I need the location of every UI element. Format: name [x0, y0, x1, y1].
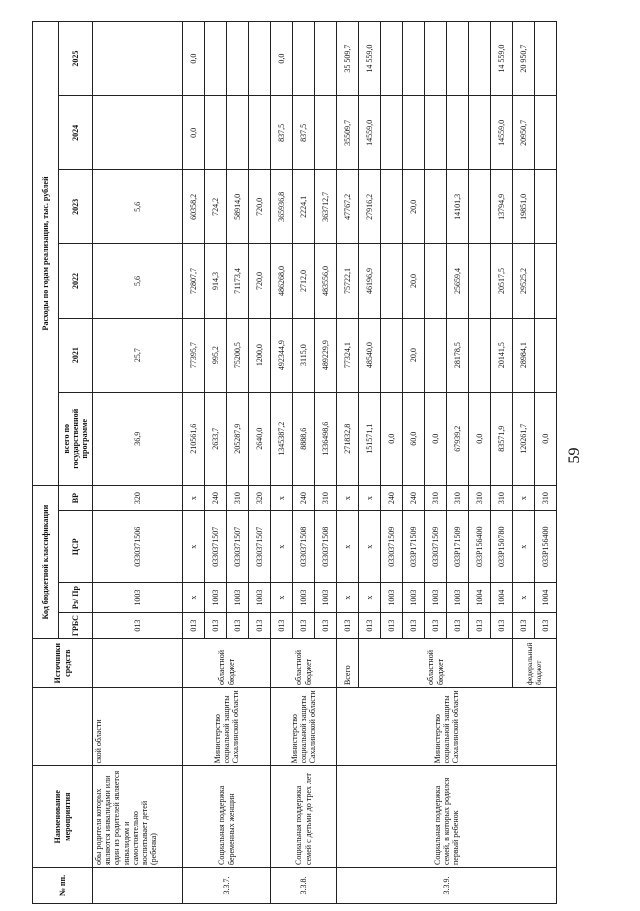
cell-2022 — [425, 244, 447, 318]
cell-2021: 489229,9 — [315, 318, 337, 392]
cell-csr: 033P156400 — [469, 511, 491, 583]
cell-2025 — [93, 22, 183, 96]
cell-num — [93, 868, 183, 904]
cell-csr: 033P150780 — [491, 511, 513, 583]
cell-2022: 914,3 — [205, 244, 227, 318]
cell-csr: 033P156400 — [535, 511, 557, 583]
cell-csr: 0330371509 — [381, 511, 403, 583]
cell-2024: 837,5 — [293, 96, 315, 170]
cell-grbs: 013 — [447, 612, 469, 638]
cell-vr: х — [183, 485, 205, 510]
cell-source: областной бюджет — [271, 639, 337, 688]
cell-name: Социальная поддержка семей, в которых родился первый ребенок — [337, 766, 557, 868]
cell-rzpr: 1003 — [293, 583, 315, 613]
cell-2023: 58914,0 — [227, 170, 249, 244]
cell-2025 — [403, 22, 425, 96]
cell-2025: 20 950,7 — [513, 22, 535, 96]
cell-csr: 033P171509 — [447, 511, 469, 583]
cell-2021: 77395,7 — [183, 318, 205, 392]
cell-vr: 240 — [293, 485, 315, 510]
cell-rzpr: х — [513, 583, 535, 613]
cell-grbs: 013 — [249, 612, 271, 638]
cell-csr: 0330371508 — [293, 511, 315, 583]
cell-2023: 365936,8 — [271, 170, 293, 244]
cell-2022: 486268,0 — [271, 244, 293, 318]
cell-total: 271832,8 — [337, 392, 359, 485]
cell-2021: 28984,1 — [513, 318, 535, 392]
cell-grbs: 013 — [271, 612, 293, 638]
cell-2023: 60358,2 — [183, 170, 205, 244]
cell-2022: 20517,5 — [491, 244, 513, 318]
cell-vr: 310 — [469, 485, 491, 510]
cell-rzpr: 1003 — [447, 583, 469, 613]
cell-total: 151571,1 — [359, 392, 381, 485]
cell-2022: 2712,0 — [293, 244, 315, 318]
table-row — [183, 22, 205, 904]
cell-2024 — [535, 96, 557, 170]
cell-2023 — [535, 170, 557, 244]
cell-total: 210561,6 — [183, 392, 205, 485]
header-name: Наименование мероприятия — [33, 766, 93, 868]
cell-2022: 71173,4 — [227, 244, 249, 318]
cell-rzpr: 1003 — [315, 583, 337, 613]
cell-total: 60,0 — [403, 392, 425, 485]
header-2021: 2021 — [59, 318, 93, 392]
cell-total: 1345387,2 — [271, 392, 293, 485]
cell-2024 — [227, 96, 249, 170]
cell-csr: х — [183, 511, 205, 583]
cell-csr: х — [359, 511, 381, 583]
cell-grbs: 013 — [535, 612, 557, 638]
cell-2023: 720,0 — [249, 170, 271, 244]
header-2023: 2023 — [59, 170, 93, 244]
cell-grbs: 013 — [227, 612, 249, 638]
cell-csr: х — [337, 511, 359, 583]
cell-grbs: 013 — [381, 612, 403, 638]
cell-2022 — [469, 244, 491, 318]
cell-executor: Министерство социальной защиты Сахалинской области — [271, 688, 337, 766]
cell-vr: 310 — [447, 485, 469, 510]
cell-csr: 0330371509 — [425, 511, 447, 583]
cell-csr: х — [271, 511, 293, 583]
cell-2025 — [227, 22, 249, 96]
cell-2023: 47767,2 — [337, 170, 359, 244]
cell-source — [93, 639, 183, 688]
cell-2025: 14 559,0 — [491, 22, 513, 96]
header-kbk-group: Код бюджетной классификации — [33, 485, 59, 639]
header-grbs: ГРБС — [59, 612, 93, 638]
cell-grbs: 013 — [491, 612, 513, 638]
cell-total: 36,9 — [93, 392, 183, 485]
header-2024: 2024 — [59, 96, 93, 170]
cell-rzpr: 1003 — [381, 583, 403, 613]
header-executor — [33, 688, 93, 766]
cell-2023 — [469, 170, 491, 244]
table-row — [271, 22, 293, 904]
cell-2024: 837,5 — [271, 96, 293, 170]
cell-num: 3.3.8. — [271, 868, 337, 904]
header-2025: 2025 — [59, 22, 93, 96]
cell-2021: 28178,5 — [447, 318, 469, 392]
cell-2024 — [381, 96, 403, 170]
cell-csr: 0330371508 — [315, 511, 337, 583]
cell-2021: 75200,5 — [227, 318, 249, 392]
cell-2021 — [469, 318, 491, 392]
cell-grbs: 013 — [315, 612, 337, 638]
cell-grbs: 013 — [93, 612, 183, 638]
cell-2025 — [425, 22, 447, 96]
cell-total: 83571,9 — [491, 392, 513, 485]
cell-grbs: 013 — [469, 612, 491, 638]
header-2022: 2022 — [59, 244, 93, 318]
cell-rzpr: 1004 — [469, 583, 491, 613]
cell-2021: 77324,1 — [337, 318, 359, 392]
cell-source: областной бюджет — [359, 639, 513, 688]
header-vr: ВР — [59, 485, 93, 510]
cell-2025 — [205, 22, 227, 96]
cell-2024: 14559,0 — [359, 96, 381, 170]
cell-rzpr: х — [271, 583, 293, 613]
cell-2023: 14101,3 — [447, 170, 469, 244]
cell-2024: 0,0 — [183, 96, 205, 170]
cell-total: 120261,7 — [513, 392, 535, 485]
cell-2021 — [425, 318, 447, 392]
cell-2023: 13794,9 — [491, 170, 513, 244]
cell-2025: 35 509,7 — [337, 22, 359, 96]
cell-num: 3.3.9. — [337, 868, 557, 904]
cell-name: обы родителя которых являются инвалидами или один из родителей является инвалидом и самостоятельно воспитывает детей (ребенка) — [93, 766, 183, 868]
header-rzpr: Рз/ Пр — [59, 583, 93, 613]
cell-2022 — [381, 244, 403, 318]
cell-csr: 0330371507 — [227, 511, 249, 583]
cell-grbs: 013 — [205, 612, 227, 638]
cell-2022: 5,6 — [93, 244, 183, 318]
cell-2025: 0,0 — [271, 22, 293, 96]
cell-total: 0,0 — [469, 392, 491, 485]
cell-2024 — [205, 96, 227, 170]
cell-2021: 1200,0 — [249, 318, 271, 392]
cell-vr: 240 — [403, 485, 425, 510]
cell-2023 — [425, 170, 447, 244]
cell-2024 — [469, 96, 491, 170]
header-source: Источники средств — [33, 639, 93, 688]
cell-2022: 25659,4 — [447, 244, 469, 318]
cell-2023: 19851,0 — [513, 170, 535, 244]
cell-2025 — [315, 22, 337, 96]
cell-2022: 46196,9 — [359, 244, 381, 318]
cell-source-all: Всего — [337, 639, 359, 688]
cell-2025: 0,0 — [183, 22, 205, 96]
cell-csr: 0330371506 — [93, 511, 183, 583]
cell-2022: 720,0 — [249, 244, 271, 318]
cell-grbs: 013 — [359, 612, 381, 638]
cell-2023: 27916,2 — [359, 170, 381, 244]
cell-vr: 310 — [491, 485, 513, 510]
cell-total: 2633,7 — [205, 392, 227, 485]
cell-2025 — [447, 22, 469, 96]
cell-vr: 320 — [93, 485, 183, 510]
cell-2025 — [249, 22, 271, 96]
cell-2023: 20,0 — [403, 170, 425, 244]
cell-csr: х — [513, 511, 535, 583]
cell-vr: 240 — [205, 485, 227, 510]
cell-2025 — [469, 22, 491, 96]
cell-total: 0,0 — [381, 392, 403, 485]
cell-total: 67939,2 — [447, 392, 469, 485]
header-total: всего по государственной программе — [59, 392, 93, 485]
cell-2025 — [535, 22, 557, 96]
cell-grbs: 013 — [513, 612, 535, 638]
cell-rzpr: 1003 — [93, 583, 183, 613]
cell-2021: 20,0 — [403, 318, 425, 392]
cell-vr: 240 — [381, 485, 403, 510]
budget-table — [32, 21, 557, 904]
table-row — [93, 22, 183, 904]
cell-vr: 320 — [249, 485, 271, 510]
header-csr: ЦСР — [59, 511, 93, 583]
cell-2023 — [381, 170, 403, 244]
cell-2024 — [425, 96, 447, 170]
cell-2021 — [381, 318, 403, 392]
cell-2023: 363712,7 — [315, 170, 337, 244]
cell-vr: х — [271, 485, 293, 510]
cell-total: 2640,0 — [249, 392, 271, 485]
cell-rzpr: 1003 — [425, 583, 447, 613]
cell-vr: 310 — [315, 485, 337, 510]
header-expenses-group: Расходы по годам реализации, тыс. рублей — [33, 22, 59, 486]
cell-grbs: 013 — [183, 612, 205, 638]
cell-2024 — [447, 96, 469, 170]
header-num: № пп. — [33, 868, 93, 904]
cell-vr: х — [513, 485, 535, 510]
cell-vr: х — [359, 485, 381, 510]
cell-2024 — [315, 96, 337, 170]
cell-2025 — [381, 22, 403, 96]
cell-2025 — [293, 22, 315, 96]
cell-2021: 995,2 — [205, 318, 227, 392]
cell-2022: 20,0 — [403, 244, 425, 318]
cell-2022: 72807,7 — [183, 244, 205, 318]
cell-rzpr: х — [183, 583, 205, 613]
cell-rzpr: х — [359, 583, 381, 613]
cell-total: 8888,6 — [293, 392, 315, 485]
cell-2021 — [535, 318, 557, 392]
cell-2022: 483556,0 — [315, 244, 337, 318]
cell-vr: 310 — [425, 485, 447, 510]
cell-2021: 25,7 — [93, 318, 183, 392]
cell-vr: х — [337, 485, 359, 510]
cell-num: 3.3.7. — [183, 868, 271, 904]
cell-2024 — [93, 96, 183, 170]
cell-rzpr: 1003 — [227, 583, 249, 613]
table-row — [337, 22, 359, 904]
cell-2025: 14 559,0 — [359, 22, 381, 96]
cell-2023: 2224,1 — [293, 170, 315, 244]
cell-csr: 0330371507 — [249, 511, 271, 583]
page-number: 59 — [566, 447, 583, 464]
cell-rzpr: 1004 — [491, 583, 513, 613]
cell-2022: 75722,1 — [337, 244, 359, 318]
cell-total: 1336498,6 — [315, 392, 337, 485]
cell-rzpr: 1004 — [535, 583, 557, 613]
cell-2021: 20141,5 — [491, 318, 513, 392]
cell-2024: 14559,0 — [491, 96, 513, 170]
cell-2024 — [403, 96, 425, 170]
cell-executor: Министерство социальной защиты Сахалинской области — [183, 688, 271, 766]
cell-grbs: 013 — [403, 612, 425, 638]
cell-grbs: 013 — [293, 612, 315, 638]
cell-2023: 5,6 — [93, 170, 183, 244]
cell-grbs: 013 — [425, 612, 447, 638]
cell-source: областной бюджет — [183, 639, 271, 688]
cell-name: Социальная поддержка семей с детьми до трех лет — [271, 766, 337, 868]
cell-total: 0,0 — [535, 392, 557, 485]
cell-rzpr: 1003 — [249, 583, 271, 613]
cell-2021: 3115,0 — [293, 318, 315, 392]
cell-2024 — [249, 96, 271, 170]
cell-rzpr: 1003 — [403, 583, 425, 613]
cell-executor: Министерство социальной защиты Сахалинской области — [337, 688, 557, 766]
cell-2024: 35509,7 — [337, 96, 359, 170]
cell-2023: 724,2 — [205, 170, 227, 244]
cell-csr: 0330371507 — [205, 511, 227, 583]
cell-total: 205287,9 — [227, 392, 249, 485]
cell-vr: 310 — [227, 485, 249, 510]
cell-2022 — [535, 244, 557, 318]
cell-name: Социальная поддержка беременных женщин — [183, 766, 271, 868]
cell-vr: 310 — [535, 485, 557, 510]
cell-rzpr: х — [337, 583, 359, 613]
cell-total: 0,0 — [425, 392, 447, 485]
cell-grbs: 013 — [337, 612, 359, 638]
cell-2024: 20950,7 — [513, 96, 535, 170]
cell-source-federal: федеральный бюджет — [513, 639, 557, 688]
cell-2022: 29525,2 — [513, 244, 535, 318]
cell-rzpr: 1003 — [205, 583, 227, 613]
cell-csr: 033P171509 — [403, 511, 425, 583]
cell-2021: 492344,9 — [271, 318, 293, 392]
cell-2021: 48540,0 — [359, 318, 381, 392]
cell-executor: ской области — [93, 688, 183, 766]
